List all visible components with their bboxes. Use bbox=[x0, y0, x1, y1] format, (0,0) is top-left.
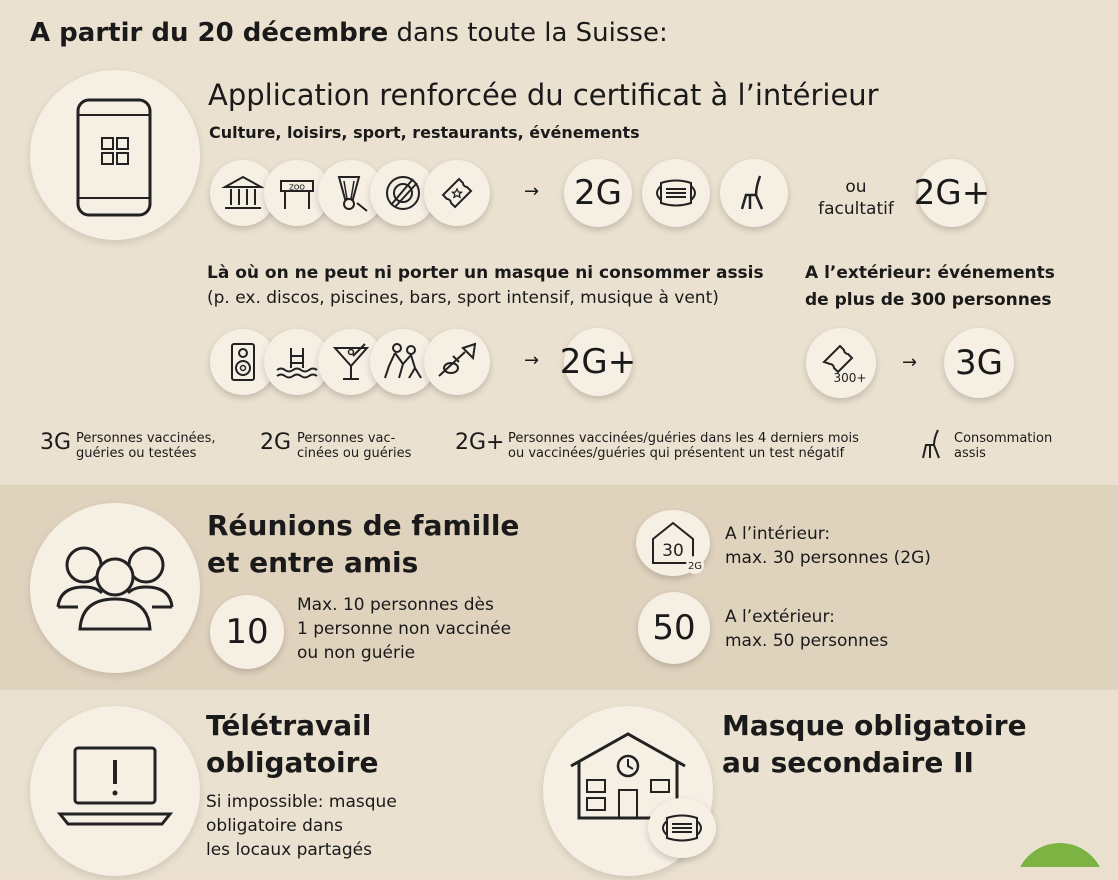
family-title: Réunions de famille et entre amis bbox=[207, 509, 520, 579]
telework-text: Si impossible: masque obligatoire dans les locaux partagés bbox=[206, 792, 397, 860]
optional-label: ou facultatif bbox=[818, 177, 894, 219]
legend-3g-text: Personnes vaccinées, guéries ou testées bbox=[76, 431, 216, 461]
laptop-circle bbox=[30, 706, 200, 876]
indoor-badge: 2G bbox=[687, 561, 703, 572]
ticket-300-icon bbox=[806, 328, 876, 398]
legend-3g-tag: 3G bbox=[40, 430, 72, 455]
family-rule-text: Max. 10 personnes dès 1 personne non vaccinée ou non guérie bbox=[297, 595, 512, 663]
mask-icon bbox=[648, 798, 716, 858]
laptop-warning-icon bbox=[30, 706, 200, 876]
phone-circle bbox=[30, 70, 200, 240]
indoor-number: 30 bbox=[662, 541, 684, 561]
indoor-text: A l’intérieur: max. 30 personnes (2G) bbox=[725, 524, 931, 568]
legend-2g-plus-text: Personnes vaccinées/guéries dans les 4 derniers mois ou vaccinées/guéries qui présentent un test négatif bbox=[508, 431, 859, 461]
certificate-title: Application renforcée du certificat à l’intérieur bbox=[208, 78, 879, 112]
svg-text:ZOO: ZOO bbox=[289, 183, 305, 192]
arrow: → bbox=[902, 352, 918, 373]
chair-icon bbox=[920, 428, 944, 466]
mask-icon bbox=[642, 159, 710, 227]
legend-seated-text: Consommation assis bbox=[954, 431, 1053, 461]
ticket-icon bbox=[424, 160, 490, 226]
tag-3g: 3G bbox=[944, 328, 1014, 398]
chair-icon bbox=[720, 159, 788, 227]
ticket-300-badge: 300+ bbox=[833, 371, 867, 385]
headline: A partir du 20 décembre dans toute la Suisse: bbox=[30, 18, 668, 48]
arrow: → bbox=[524, 181, 540, 202]
outdoor-line2: de plus de 300 personnes bbox=[805, 290, 1052, 310]
tag-2g: 2G bbox=[564, 159, 632, 227]
outdoor-text: A l’extérieur: max. 50 personnes bbox=[725, 607, 889, 651]
telework-title: Télétravail obligatoire bbox=[206, 709, 379, 779]
smartphone-qr-icon bbox=[30, 70, 200, 240]
legend-2g-text: Personnes vac- cinées ou guéries bbox=[297, 431, 412, 461]
certificate-subtitle: Culture, loisirs, sport, restaurants, événements bbox=[209, 123, 640, 142]
green-seal bbox=[1000, 838, 1118, 867]
school-title: Masque obligatoire au secondaire II bbox=[722, 709, 1027, 779]
arrow: → bbox=[524, 350, 540, 371]
outdoor-line1: A l’extérieur: événements bbox=[805, 263, 1055, 283]
tag-2g-plus: 2G+ bbox=[918, 159, 986, 227]
nomask-line2: (p. ex. discos, piscines, bars, sport intensif, musique à vent) bbox=[207, 288, 719, 308]
house-30-icon bbox=[636, 510, 710, 576]
family-count: 10 bbox=[210, 595, 284, 669]
tag-2g-plus: 2G+ bbox=[564, 328, 632, 396]
legend-2g-plus-tag: 2G+ bbox=[455, 430, 505, 455]
trumpet-icon bbox=[424, 329, 490, 395]
nomask-line1: Là où on ne peut ni porter un masque ni consommer assis bbox=[207, 263, 764, 283]
legend-2g-tag: 2G bbox=[260, 430, 292, 455]
group-people-icon bbox=[30, 503, 200, 673]
group-circle bbox=[30, 503, 200, 673]
outdoor-50: 50 bbox=[638, 592, 710, 664]
